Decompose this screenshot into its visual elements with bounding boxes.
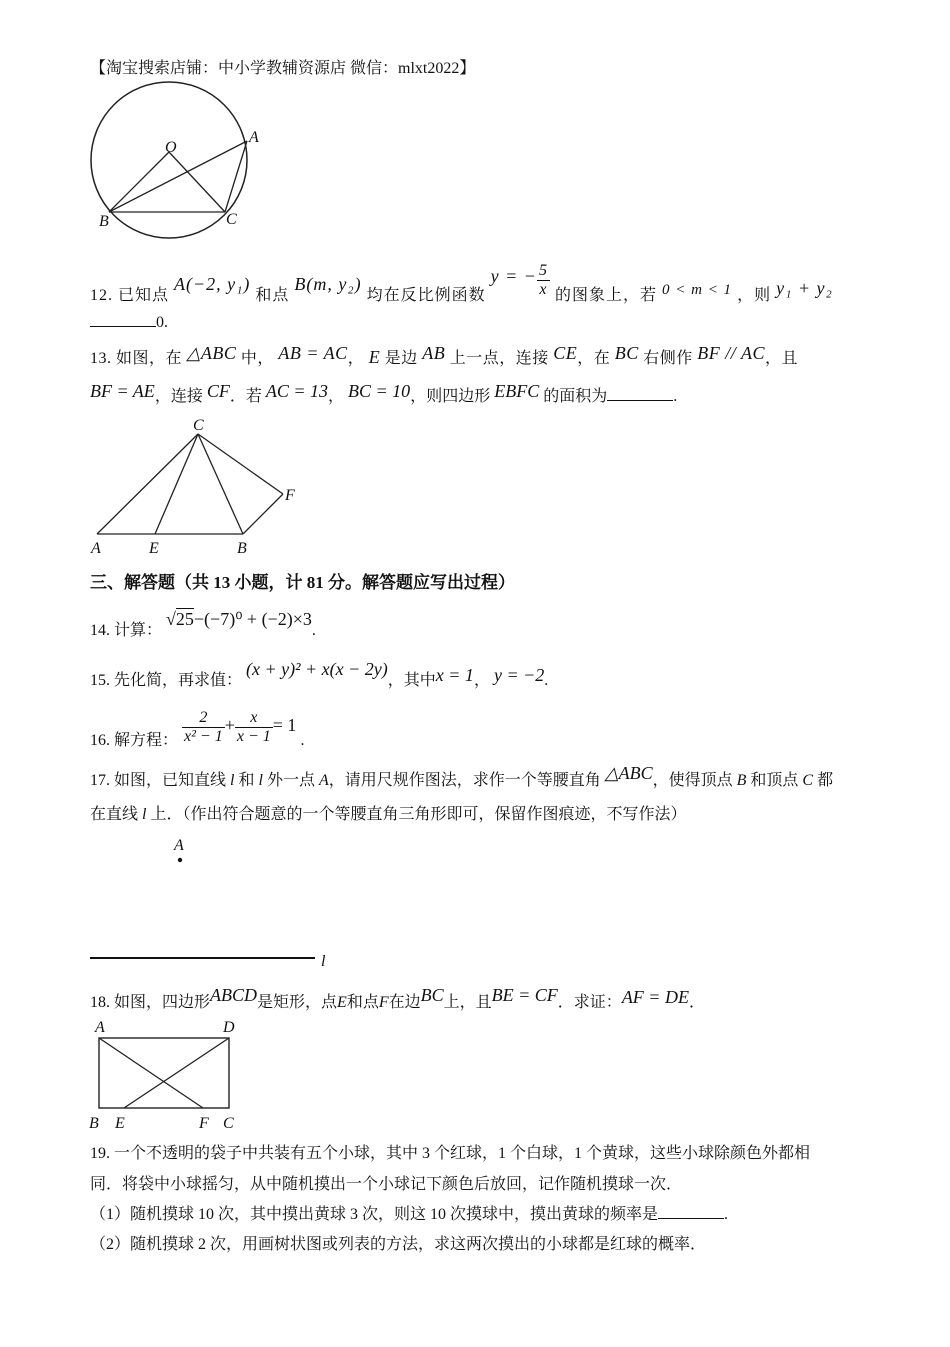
- segment-af: [99, 1038, 203, 1108]
- q16-f1-num: 2: [199, 708, 208, 726]
- q19-line3: [90, 1204, 728, 1226]
- label-c: C: [223, 1115, 234, 1132]
- q13-point-e: E: [368, 347, 381, 367]
- label-e: E: [115, 1115, 125, 1132]
- triangle-figure: [85, 414, 315, 564]
- q14-label: 14. 计算：: [90, 622, 163, 639]
- label-b: B: [99, 213, 109, 230]
- q18-eq: BE = CF: [491, 985, 558, 1005]
- q17-line-l3: l: [142, 806, 147, 823]
- q16-fraction-1: [182, 709, 225, 746]
- point-a-dot: [178, 858, 182, 862]
- q16-fraction-2: [235, 709, 273, 746]
- q12-func-num: 5: [538, 262, 548, 279]
- q17-triangle: △ABC: [604, 763, 653, 783]
- q13-text-6: ，在: [577, 350, 611, 367]
- q13-answer-blank: [607, 386, 673, 401]
- q12-answer-blank: [90, 312, 156, 327]
- q13-ac13: AC = 13: [265, 381, 329, 401]
- q12-text-3: 均在反比例函数: [366, 287, 486, 305]
- q13-seg-bc: BC: [614, 343, 639, 363]
- label-f: F: [285, 487, 295, 504]
- q13-eq1: AB = AC: [278, 343, 348, 363]
- q17-text-1d: ，请用尺规作图法，求作一个等腰直角: [328, 772, 601, 789]
- q17-line-l2: l: [258, 772, 263, 789]
- q18-abcd: ABCD: [210, 985, 258, 1005]
- sqrt-icon: √: [166, 609, 176, 629]
- q13-text-4: 是边: [384, 350, 418, 367]
- q17-line1: [90, 763, 834, 792]
- label-o: O: [165, 139, 177, 156]
- q16-label: 16. 解方程：: [90, 732, 179, 749]
- q16-rhs: = 1: [272, 715, 297, 735]
- label-b: B: [237, 540, 247, 557]
- q15-expression: (x + y)² + x(x − 2y): [246, 659, 388, 679]
- q12-line2: [90, 312, 168, 334]
- q13-text-13: 的面积为: [543, 388, 608, 405]
- q17-text-1g: 都: [817, 772, 834, 789]
- q16-plus: +: [224, 715, 235, 735]
- label-a: A: [174, 837, 184, 854]
- q12-condition: 0 < m < 1: [661, 282, 733, 299]
- q17-point-c: C: [802, 772, 814, 789]
- q15-y-value: y = −2: [493, 665, 545, 685]
- q12-point-a: A(−2, y₁): [174, 274, 251, 295]
- q13-text-2: 中，: [240, 350, 274, 367]
- q13-line2: [90, 381, 678, 408]
- q13-text-10: ．若: [229, 388, 262, 405]
- label-d: D: [223, 1019, 235, 1036]
- label-l: l: [321, 953, 326, 970]
- q17-text-2b: 上．（作出符合题意的一个等腰直角三角形即可，保留作图痕迹，不写作法）: [150, 806, 687, 823]
- q19-line4: （2）随机摸球 2 次，用画树状图或列表的方法，求这两次摸出的小球都是红球的概率．: [90, 1236, 707, 1253]
- q15-line: [90, 659, 549, 692]
- q13-bc10: BC = 10: [348, 381, 411, 401]
- label-a: A: [249, 129, 259, 146]
- segment-bf: [243, 494, 283, 534]
- q18-text-1: 18. 如图，四边形: [90, 994, 211, 1011]
- label-a: A: [95, 1019, 105, 1036]
- segment-ac: [97, 434, 198, 534]
- q13-text-11: ，: [328, 388, 345, 405]
- q17-text-1f: 和顶点: [750, 772, 799, 789]
- q12-point-b: B(m, y₂): [294, 274, 362, 295]
- segment-cf: [198, 434, 283, 494]
- q13-seg-ab: AB: [422, 343, 446, 363]
- q12-number: 12.: [90, 287, 113, 305]
- label-b: B: [89, 1115, 99, 1132]
- q18-point-f: F: [378, 994, 389, 1011]
- q18-text-7: ．: [688, 994, 705, 1011]
- q15-text-1: ，其中: [387, 672, 436, 689]
- q16-line: [90, 700, 304, 750]
- q13-line1: [90, 343, 798, 370]
- q17-text-1e: ，使得顶点: [652, 772, 733, 789]
- q17-text-1c: 外一点: [266, 772, 315, 789]
- q17-text-1a: 17. 如图，已知直线: [90, 772, 227, 789]
- q12-text-1: 已知点: [118, 287, 170, 305]
- q18-text-6: ．求证：: [557, 994, 622, 1011]
- q19-line1: 19. 一个不透明的袋子中共装有五个小球，其中 3 个红球，1 个白球，1 个黄球，这些小球除颜色外都相: [90, 1145, 811, 1162]
- segment-oc: [169, 152, 225, 212]
- q14-line: [90, 609, 316, 642]
- q15-text-2: ，: [473, 672, 490, 689]
- segment-de: [124, 1038, 229, 1108]
- q13-quad: EBFC: [494, 381, 540, 401]
- q13-text-9: ，连接: [154, 388, 203, 405]
- line-point-figure: [85, 832, 345, 974]
- q18-text-5: 上，且: [443, 994, 492, 1011]
- segment-ba: [109, 141, 247, 212]
- q12-fraction: [537, 262, 550, 299]
- q13-text-1: 如图，在: [116, 350, 183, 367]
- q18-line: [90, 985, 705, 1014]
- q17-line2: [90, 804, 686, 826]
- q12-line1: [90, 262, 833, 315]
- q17-line-l1: l: [230, 772, 235, 789]
- q13-text-8: ，且: [764, 350, 798, 367]
- q16-f2-num: x: [250, 708, 258, 726]
- q13-text-3: ，: [347, 350, 365, 367]
- q16-f2-den: x − 1: [236, 727, 271, 745]
- q17-point-b: B: [736, 772, 747, 789]
- label-c: C: [193, 417, 204, 434]
- rect-abcd: [99, 1038, 229, 1108]
- q13-text-14: .: [673, 388, 678, 405]
- q12-text-5: ，则: [737, 287, 772, 305]
- section3-title: 三、解答题（共 13 小题，计 81 分。解答题应写出过程）: [90, 573, 515, 592]
- q18-text-4: 在边: [388, 994, 421, 1011]
- q18-goal: AF = DE: [621, 987, 689, 1007]
- q12-sum: y₁ + y₂: [776, 278, 833, 299]
- label-c: C: [226, 211, 237, 228]
- q15-x-value: x = 1: [435, 665, 474, 685]
- q14-end: .: [311, 622, 316, 639]
- q12-text-4: 的图象上，若: [554, 287, 657, 305]
- q13-text-5: 上一点，连接: [449, 350, 549, 367]
- q19-part1-end: .: [724, 1206, 729, 1223]
- label-f: F: [199, 1115, 209, 1132]
- circle-figure: [85, 76, 275, 246]
- header-text: 【淘宝搜索店铺：中小学教辅资源店 微信：mlxt2022】: [90, 60, 476, 77]
- q15-end: .: [544, 672, 549, 689]
- q18-text-3: 和点: [346, 994, 379, 1011]
- q18-point-e: E: [337, 994, 347, 1011]
- q13-seg-cf: CF: [206, 381, 230, 401]
- q14-expression: [166, 609, 312, 629]
- label-e: E: [149, 540, 159, 557]
- q13-parallel: BF // AC: [697, 343, 765, 363]
- q13-seg-ce: CE: [553, 343, 578, 363]
- q13-text-12: ，则四边形: [410, 388, 491, 405]
- label-a: A: [91, 540, 101, 557]
- circle-shape: [91, 82, 247, 238]
- q12-func-lhs: y = −: [490, 266, 537, 287]
- q12-text-2: 和点: [255, 287, 290, 305]
- segment-ec: [155, 434, 198, 534]
- q13-triangle: △ABC: [186, 343, 237, 363]
- segment-ob: [109, 152, 169, 212]
- q15-label: 15. 先化简，再求值：: [90, 672, 243, 689]
- segment-bc: [198, 434, 243, 534]
- q16-end: .: [300, 732, 305, 749]
- q17-text-2a: 在直线: [90, 806, 139, 823]
- q14-radicand: 25: [175, 609, 194, 629]
- q13-eq2: BF = AE: [90, 381, 155, 401]
- q19-line2: 同．将袋中小球摇匀，从中随机摸出一个小球记下颜色后放回，记作随机摸球一次．: [90, 1176, 683, 1193]
- q17-point-a: A: [318, 772, 329, 789]
- q13-number: 13.: [90, 350, 112, 367]
- q13-text-7: 右侧作: [643, 350, 693, 367]
- q19-answer-blank: [658, 1204, 724, 1219]
- q18-text-2: 是矩形，点: [257, 994, 338, 1011]
- q12-text-6: 0.: [156, 314, 168, 331]
- q12-func-den: x: [537, 280, 550, 299]
- rectangle-figure: [85, 1016, 255, 1136]
- q18-bc: BC: [420, 985, 444, 1005]
- q14-rest: −(−7)⁰ + (−2)×3: [193, 609, 312, 629]
- q17-text-1b: 和: [238, 772, 255, 789]
- q16-f1-den: x² − 1: [184, 727, 223, 745]
- q19-part1-text: （1）随机摸球 10 次，其中摸出黄球 3 次，则这 10 次摸球中，摸出黄球的频率是: [90, 1206, 659, 1223]
